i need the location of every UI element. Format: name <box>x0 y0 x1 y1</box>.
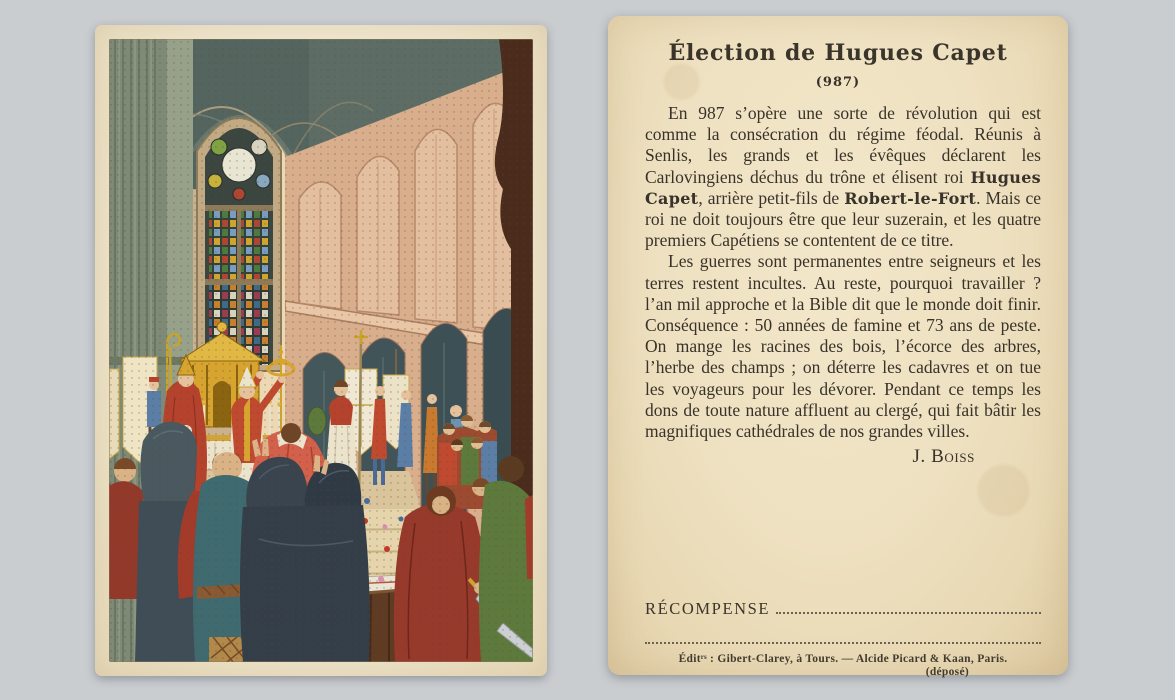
paragraph-2: Les guerres sont permanentes entre seigneurs et les terres restent incultes. Au reste, pourquoi travailler ? l’an mil approche et la Bible dit que le monde doit finir. Conséquence : 50 années de famine et 73 ans de peste. On mange les racines des bois, l’écorce des arbres, l’herbe des champs ; on déterre les cadavres et on tue les voyageurs pour les dévorer. Pendant ce temps les dons de toute nature affluent au clergé, qui fait bâtir les magnifiques cathédrales de nos grandes villes. <box>645 251 1041 442</box>
publisher-imprint <box>645 653 1041 678</box>
recompense-label: RÉCOMPENSE <box>645 599 771 618</box>
card-title: Élection de Hugues Capet <box>668 40 1008 66</box>
card-front <box>95 25 547 676</box>
paragraph-1-text: En 987 s’opère une sorte de révolution qui est comme la consécration du régime féodal. Réunis à Senlis, les grands et les évêques déclarent les Carlovingiens déchus du trône et élisent roi <box>645 103 1041 187</box>
paragraph-1 <box>645 103 1041 251</box>
bold-hugues-capet: Hugues Capet <box>645 167 1041 208</box>
card-body <box>645 103 1041 467</box>
recompense-row <box>645 596 1041 619</box>
card-bottom-section <box>645 596 1041 678</box>
card-back <box>608 16 1068 678</box>
dotted-fill-line <box>776 596 1041 614</box>
front-illustration <box>109 39 533 662</box>
print-grain <box>109 39 533 662</box>
card-date: (987) <box>815 75 861 90</box>
depose-line: (déposé) <box>925 666 969 678</box>
bold-robert-le-fort: Robert-le-Fort <box>844 188 977 208</box>
paragraph-1-text: , arrière petit-fils de <box>698 187 845 208</box>
dotted-line-2 <box>645 641 1041 644</box>
paragraph-1-text: . Mais ce roi ne doit toujours être que leur suzerain, et les quatre premiers Capétiens se contentent de ce titre. <box>645 187 1041 251</box>
signature: J. Boiss <box>912 446 975 468</box>
imprint-line: Éditʳˢ : Gibert-Clarey, à Tours. — Alcide Picard & Kaan, Paris. <box>678 653 1008 665</box>
